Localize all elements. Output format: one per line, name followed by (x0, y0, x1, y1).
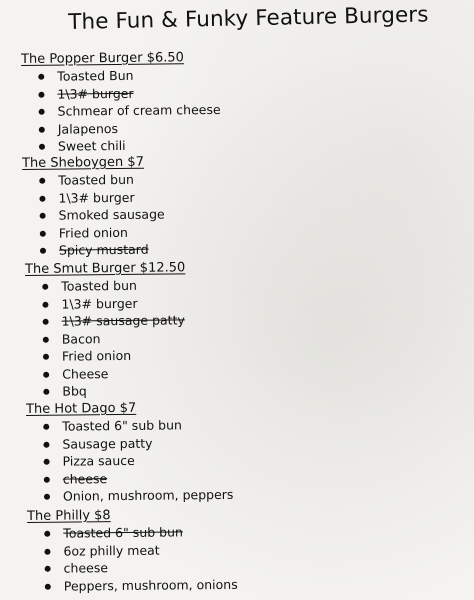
ingredient-list (21, 66, 221, 156)
ingredient-text: Fried onion (61, 347, 132, 364)
bullet-icon (40, 230, 46, 236)
ingredient-text: 1\3# burger (58, 189, 135, 206)
ingredient-text: Bacon (61, 330, 101, 347)
bullet-icon (45, 583, 51, 589)
section-smut-burger (25, 260, 187, 400)
list-item (22, 188, 164, 207)
ingredient-list (26, 416, 233, 506)
bullet-icon (42, 301, 48, 307)
list-item (27, 486, 234, 506)
ingredient-text: Jalapenos (57, 120, 119, 137)
list-item (26, 416, 233, 436)
section-popper-burger (21, 50, 221, 156)
bullet-icon (40, 248, 46, 254)
bullet-icon (44, 476, 50, 482)
list-item (26, 433, 233, 453)
ingredient-text: Sausage patty (62, 435, 153, 452)
ingredient-list (27, 523, 238, 595)
list-item (27, 451, 234, 471)
list-item (21, 66, 220, 86)
ingredient-text: Toasted 6" sub bun (62, 417, 182, 434)
bullet-icon (43, 336, 49, 342)
section-sheboygen (22, 155, 165, 260)
bullet-icon (44, 459, 50, 465)
list-item (26, 311, 186, 330)
section-title: The Hot Dago $7 (26, 400, 137, 417)
bullet-icon (42, 284, 48, 290)
list-item (26, 364, 186, 383)
list-item (22, 136, 221, 156)
bullet-icon (39, 126, 45, 132)
list-item (23, 223, 165, 242)
bullet-icon (38, 91, 44, 97)
ingredient-text: Toasted 6" sub bun (63, 524, 183, 541)
bullet-icon (43, 389, 49, 395)
list-item (26, 329, 186, 348)
section-title: The Popper Burger $6.50 (21, 50, 184, 67)
list-item (27, 523, 237, 543)
list-item (28, 575, 238, 595)
ingredient-text: Toasted Bun (57, 67, 134, 84)
list-item (26, 346, 186, 365)
ingredient-text: Spicy mustard (58, 241, 149, 258)
section-hot-dago (26, 400, 233, 506)
ingredient-text: Toasted bun (61, 277, 137, 294)
list-item (23, 206, 165, 225)
list-item (27, 468, 234, 488)
ingredient-text: 6oz philly meat (63, 542, 160, 559)
list-item (23, 241, 165, 260)
ingredient-text: Fried onion (58, 224, 128, 241)
ingredient-text: Sweet chili (57, 137, 126, 154)
list-item (25, 276, 185, 295)
bullet-icon (43, 441, 49, 447)
bullet-icon (44, 494, 50, 500)
list-item (22, 118, 221, 138)
ingredient-text: Bbq (62, 383, 87, 399)
bullet-icon (43, 424, 49, 430)
list-item (27, 540, 237, 560)
ingredient-text: Smoked sausage (58, 206, 165, 223)
section-title: The Smut Burger $12.50 (25, 260, 186, 277)
ingredient-text: Onion, mushroom, peppers (62, 486, 234, 504)
list-item (25, 294, 185, 313)
ingredient-text: cheese (63, 560, 109, 576)
list-item (21, 83, 220, 103)
list-item (28, 558, 238, 578)
list-item (22, 101, 221, 121)
section-philly (27, 507, 238, 595)
ingredient-list (22, 171, 165, 260)
ingredient-text: cheese (62, 470, 108, 487)
ingredient-text: Toasted bun (58, 171, 134, 188)
ingredient-text: Cheese (62, 365, 109, 382)
bullet-icon (44, 531, 50, 537)
ingredient-text: 1\3# burger (57, 85, 134, 102)
bullet-icon (43, 354, 49, 360)
bullet-icon (43, 371, 49, 377)
bullet-icon (39, 144, 45, 150)
ingredient-text: 1\3# burger (61, 295, 138, 312)
ingredient-list (25, 276, 186, 400)
menu-title: The Fun & Funky Feature Burgers (68, 2, 429, 35)
ingredient-text: Schmear of cream cheese (57, 101, 221, 119)
list-item (26, 381, 186, 400)
ingredient-text: 1\3# sausage patty (61, 312, 185, 329)
list-item (22, 171, 164, 190)
bullet-icon (45, 566, 51, 572)
ingredient-text: Peppers, mushroom, onions (63, 576, 238, 594)
bullet-icon (39, 178, 45, 184)
bullet-icon (44, 548, 50, 554)
bullet-icon (40, 213, 46, 219)
bullet-icon (43, 319, 49, 325)
bullet-icon (39, 195, 45, 201)
bullet-icon (38, 74, 44, 80)
bullet-icon (39, 109, 45, 115)
section-title: The Sheboygen $7 (22, 154, 145, 171)
ingredient-text: Pizza sauce (62, 452, 135, 469)
section-title: The Philly $8 (27, 508, 111, 524)
